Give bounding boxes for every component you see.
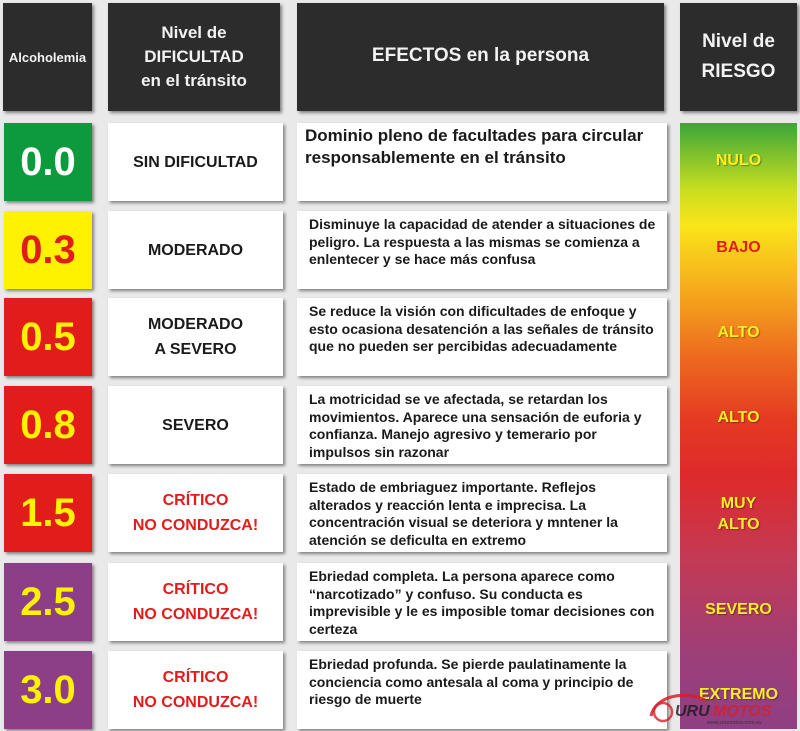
difficulty-cell [108, 474, 283, 552]
risk-line1: EXTREMO [698, 686, 779, 703]
effects-cell: Ebriedad profunda. Se pierde paulatinamente la conciencia como antesala al coma y principio de riesgo de muerte [297, 651, 667, 729]
header-risk-line1: Nivel de [702, 31, 775, 52]
effects-cell: La motricidad se ve afectada, se retardan los movimientos. Aparece una sensación de euforia y confianza. Manejo agresivo y temerario por impulsos sin razonar [297, 386, 667, 464]
difficulty-cell [108, 123, 283, 201]
alcohol-level-cell: 2.5 [4, 563, 92, 641]
effects-cell: Se reduce la visión con dificultades de enfoque y esto ocasiona desatención a las señales de tránsito que no pueden ser percibidas adecuadamente [297, 298, 667, 376]
risk-line1: ALTO [717, 324, 760, 341]
header-alcohol-label: Alcoholemia [8, 49, 87, 65]
table-row [0, 563, 680, 641]
risk-line1: MUY [720, 495, 757, 512]
risk-label [680, 407, 797, 428]
difficulty-line1: CRÍTICO [162, 581, 229, 598]
risk-line2: ALTO [717, 516, 760, 533]
difficulty-cell [108, 298, 283, 376]
risk-label [680, 322, 797, 343]
difficulty-line2: A SEVERO [154, 341, 237, 358]
header-difficulty-line1: Nivel de [161, 23, 227, 42]
svg-text:URU: URU [675, 703, 710, 720]
table-row [0, 474, 680, 552]
alcohol-level-cell: 3.0 [4, 651, 92, 729]
difficulty-line1: SEVERO [162, 416, 229, 434]
effects-cell: Dominio pleno de facultades para circular responsablemente en el tránsito [297, 123, 667, 201]
difficulty-cell [108, 651, 283, 729]
header-risk [680, 3, 797, 111]
risk-label [680, 150, 797, 171]
alcohol-level-cell: 1.5 [4, 474, 92, 552]
table-row [0, 298, 680, 376]
alcohol-level-cell: 0.8 [4, 386, 92, 464]
risk-label [680, 237, 797, 258]
difficulty-line1: CRÍTICO [162, 669, 229, 686]
alcohol-level-cell: 0.0 [4, 123, 92, 201]
difficulty-line2: NO CONDUZCA! [132, 606, 259, 623]
risk-line1: BAJO [716, 239, 761, 256]
effects-cell: Estado de embriaguez importante. Reflejos alterados y reacción lenta e imprecisa. La concentración visual se deteriora y mntener la atención se deficulta en extremo [297, 474, 667, 552]
header-difficulty [108, 3, 280, 111]
risk-line1: SEVERO [705, 601, 772, 618]
header-risk-line2: RIESGO [701, 61, 776, 82]
header-difficulty-line3: en el tránsito [141, 71, 247, 90]
difficulty-line1: MODERADO [147, 316, 244, 333]
alcohol-level-cell: 0.3 [4, 211, 92, 289]
table-row [0, 211, 680, 289]
difficulty-cell [108, 386, 283, 464]
effects-cell: Ebriedad completa. La persona aparece como “narcotizado” y confuso. Su conducta es imprevisible y le es imposible tomar decisiones con certeza [297, 563, 667, 641]
header-effects-label: EFECTOS en la persona [371, 45, 590, 66]
difficulty-cell [108, 563, 283, 641]
difficulty-line2: NO CONDUZCA! [132, 517, 259, 534]
difficulty-line1: SIN DIFICULTAD [133, 153, 258, 171]
header-effects [297, 3, 664, 111]
difficulty-line1: MODERADO [147, 241, 244, 259]
effects-cell: Disminuye la capacidad de atender a situaciones de peligro. La respuesta a las mismas se comienza a enlentecer y se hace más confusa [297, 211, 667, 289]
table-row [0, 386, 680, 464]
risk-line1: NULO [715, 152, 762, 169]
header-difficulty-line2: DIFICULTAD [144, 47, 244, 66]
table-row [0, 123, 680, 201]
difficulty-line2: NO CONDUZCA! [132, 694, 259, 711]
urumotos-watermark-logo [645, 686, 795, 726]
risk-label [680, 493, 797, 535]
svg-text:MOTOS: MOTOS [713, 703, 772, 720]
risk-label [680, 599, 797, 620]
header-alcohol [3, 3, 92, 111]
risk-line1: ALTO [717, 409, 760, 426]
difficulty-line1: CRÍTICO [162, 492, 229, 509]
difficulty-cell [108, 211, 283, 289]
table-row [0, 651, 680, 729]
svg-text:www.urumotos.com.uy: www.urumotos.com.uy [707, 720, 762, 726]
alcohol-level-cell: 0.5 [4, 298, 92, 376]
